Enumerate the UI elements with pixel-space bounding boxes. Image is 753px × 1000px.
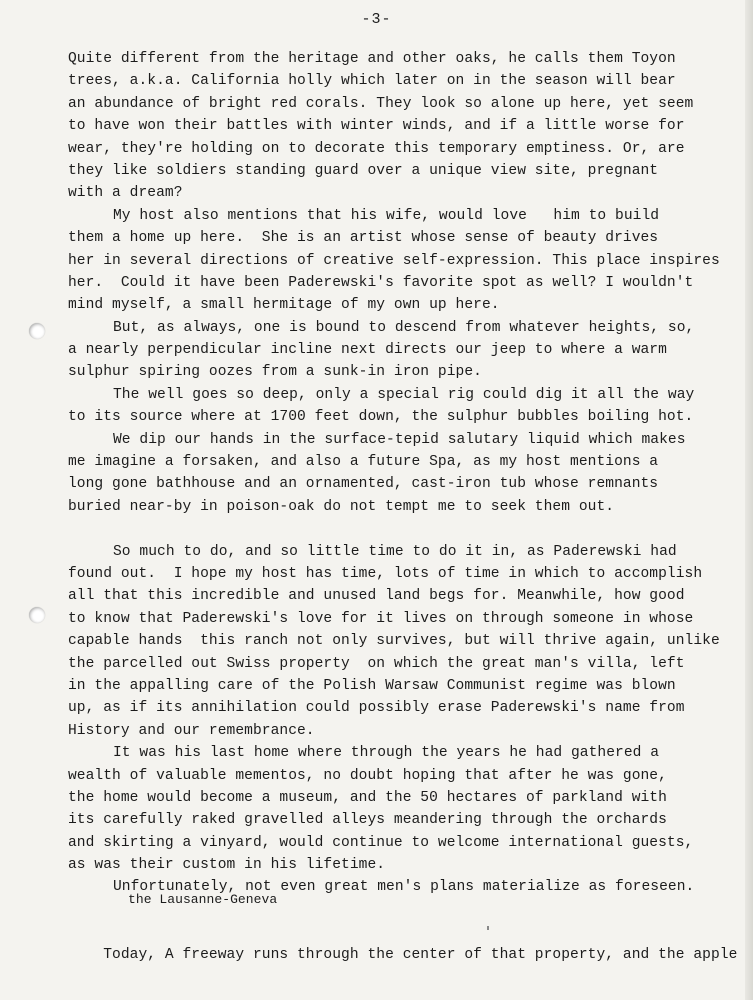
- closing-line-1: Unfortunately, not even great men's plans materialize as foreseen.: [113, 879, 695, 896]
- text-line: a nearly perpendicular incline next directs our jeep to where a warm: [68, 342, 667, 359]
- text-line: capable hands this ranch not only survives, but will thrive again, unlike: [68, 633, 720, 650]
- punch-hole-bottom: [29, 607, 45, 623]
- text-line: them a home up here. She is an artist whose sense of beauty drives: [68, 230, 659, 247]
- text-line: Quite different from the heritage and other oaks, he calls them Toyon: [68, 51, 676, 67]
- text-line: buried near-by in poison-oak do not tempt me to seek them out.: [68, 498, 615, 515]
- closing-line-2: [68, 891, 738, 963]
- text-line: the parcelled out Swiss property on which the great man's villa, left: [68, 655, 685, 672]
- text-line: all that this incredible and unused land begs for. Meanwhile, how good: [68, 588, 685, 605]
- text-line: up, as if its annihilation could possibly erase Paderewski's name from: [68, 700, 685, 717]
- pencil-mark: [487, 926, 489, 930]
- text-line: My host also mentions that his wife, would love him to build: [113, 207, 660, 224]
- text-line: her. Could it have been Paderewski's favorite spot as well? I wouldn't: [68, 274, 694, 291]
- text-line: its carefully raked gravelled alleys meandering through the orchards: [68, 812, 667, 829]
- text-line: long gone bathhouse and an ornamented, cast-iron tub whose remnants: [68, 476, 659, 493]
- text-line: they like soldiers standing guard over a unique view site, pregnant: [68, 162, 659, 179]
- text-line: found out. I hope my host has time, lots of time in which to accomplish: [68, 565, 703, 582]
- text-line: trees, a.k.a. California holly which later on in the season will bear: [68, 73, 676, 90]
- text-line: as was their custom in his lifetime.: [68, 857, 386, 874]
- paragraph-gap: [68, 518, 738, 540]
- text-line: to have won their battles with winter winds, and if a little worse for: [68, 118, 685, 135]
- text-line: The well goes so deep, only a special rig could dig it all the way: [113, 386, 695, 403]
- page-edge: [745, 0, 753, 1000]
- closing-line-2-text: Today, A freeway runs through the center of that property, and the apple: [103, 946, 738, 963]
- handwritten-insertion: the Lausanne-Geneva: [128, 891, 278, 907]
- text-line: wear, they're holding on to decorate this temporary emptiness. Or, are: [68, 140, 685, 157]
- text-line: the home would become a museum, and the 50 hectares of parkland with: [68, 789, 667, 806]
- text-line: her in several directions of creative self-expression. This place inspires: [68, 252, 720, 269]
- text-line: me imagine a forsaken, and also a future Spa, as my host mentions a: [68, 454, 659, 471]
- text-line: an abundance of bright red corals. They look so alone up here, yet seem: [68, 95, 694, 112]
- text-line: But, as always, one is bound to descend from whatever heights, so,: [113, 319, 695, 336]
- page-number: -3-: [361, 11, 392, 28]
- text-line: So much to do, and so little time to do it in, as Paderewski had: [113, 543, 677, 560]
- text-line: sulphur spiring oozes from a sunk-in iron pipe.: [68, 364, 482, 381]
- text-line: with a dream?: [68, 185, 183, 202]
- text-line: and skirting a vinyard, would continue to welcome international guests,: [68, 834, 694, 851]
- text-line: mind myself, a small hermitage of my own up here.: [68, 297, 500, 314]
- text-line: to its source where at 1700 feet down, the sulphur bubbles boiling hot.: [68, 409, 694, 426]
- typed-letter-body: [68, 48, 738, 963]
- text-line: History and our remembrance.: [68, 722, 315, 739]
- punch-hole-top: [29, 323, 45, 339]
- text-line: It was his last home where through the years he had gathered a: [113, 745, 660, 762]
- text-line: We dip our hands in the surface-tepid salutary liquid which makes: [113, 431, 686, 448]
- text-line: in the appalling care of the Polish Warsaw Communist regime was blown: [68, 677, 676, 694]
- text-line: to know that Paderewski's love for it lives on through someone in whose: [68, 610, 694, 627]
- text-line: wealth of valuable mementos, no doubt hoping that after he was gone,: [68, 767, 667, 784]
